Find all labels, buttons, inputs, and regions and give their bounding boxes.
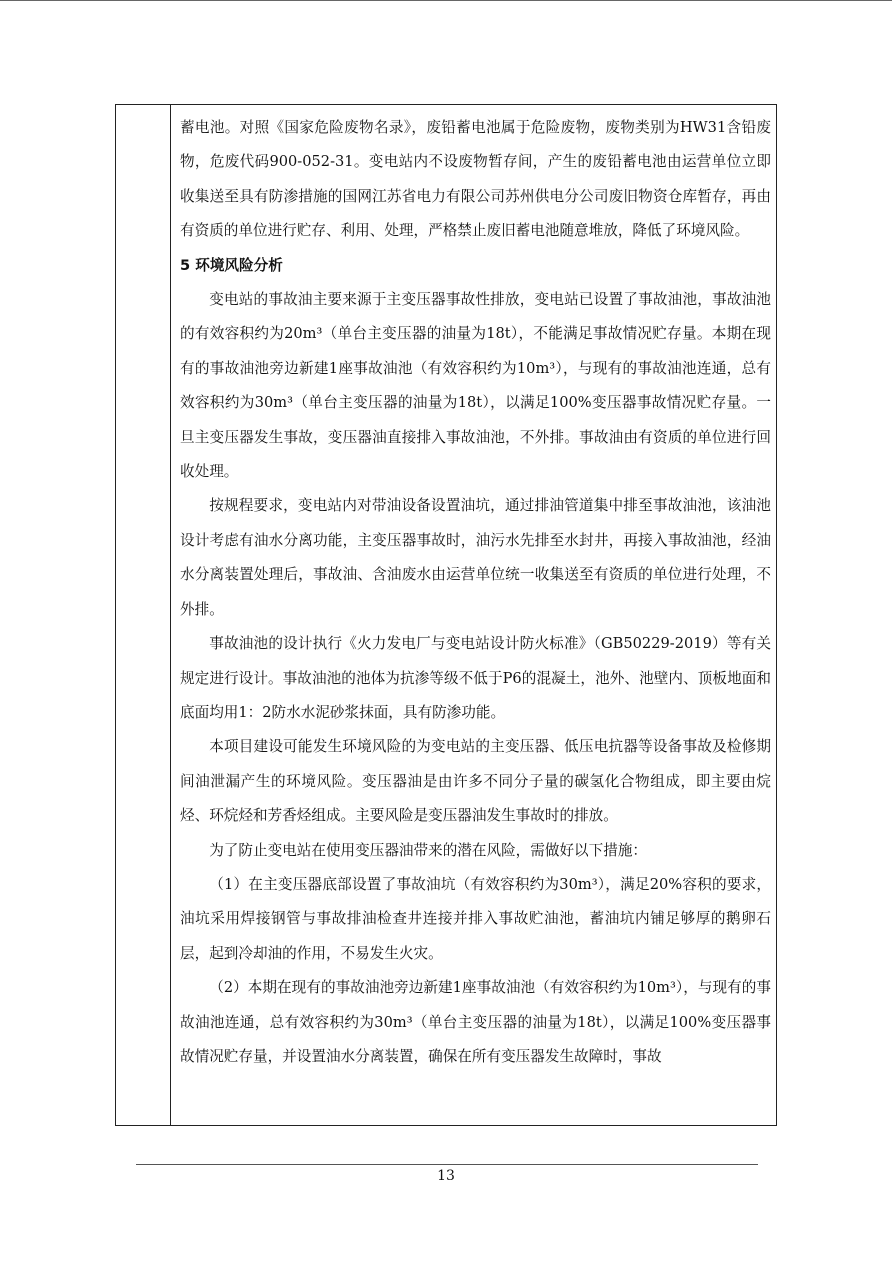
page-number: 13 [437, 1168, 455, 1184]
section-heading-environmental-risk: 5 环境风险分析 [180, 256, 283, 274]
paragraph-oil-pit-regulation: 按规程要求，变电站内对带油设备设置油坑，通过排油管道集中排至事故油池，该油池设计考虑有油水分离功能，主变压器事故时，油污水先排至水封井，再接入事故油池，经油水分离装置处理后，事故油、含油废水由运营单位统一收集送至有资质的单位进行处理，不外排。 [180, 497, 771, 618]
page-top-border [0, 0, 892, 1]
paragraph-measures-intro: 为了防止变电站在使用变压器油带来的潜在风险，需做好以下措施： [209, 841, 648, 859]
footer-rule [136, 1164, 758, 1165]
table-column-divider [170, 104, 171, 1126]
document-body [180, 111, 771, 1074]
paragraph-continuation: 蓄电池。对照《国家危险废物名录》，废铅蓄电池属于危险废物，废物类别为HW31含铅废物，危废代码900-052-31。变电站内不设废物暂存间，产生的废铅蓄电池由运营单位立即收集送至具有防渗措施的国网江苏省电力有限公司苏州供电分公司废旧物资仓库暂存，再由有资质的单位进行贮存、利用、处理，严格禁止废旧蓄电池随意堆放，降低了环境风险。 [180, 119, 771, 240]
paragraph-measure-1: （1）在主变压器底部设置了事故油坑（有效容积约为30m³），满足20%容积的要求，油坑采用焊接钢管与事故排油检查井连接并排入事故贮油池，蓄油坑内铺足够厚的鹅卵石层，起到冷却油的作用，不易发生火灾。 [180, 875, 771, 962]
paragraph-risk-sources: 本项目建设可能发生环境风险的为变电站的主变压器、低压电抗器等设备事故及检修期间油泄漏产生的环境风险。变压器油是由许多不同分子量的碳氢化合物组成，即主要由烷烃、环烷烃和芳香烃组成。主要风险是变压器油发生事故时的排放。 [180, 738, 771, 825]
paragraph-measure-2: （2）本期在现有的事故油池旁边新建1座事故油池（有效容积约为10m³），与现有的事故油池连通，总有效容积约为30m³（单台主变压器的油量为18t），以满足100%变压器事故情况贮存量，并设置油水分离装置，确保在所有变压器发生故障时，事故 [180, 979, 771, 1065]
paragraph-accident-oil-source: 变电站的事故油主要来源于主变压器事故性排放，变电站已设置了事故油池，事故油池的有效容积约为20m³（单台主变压器的油量为18t），不能满足事故情况贮存量。本期在现有的事故油池旁边新建1座事故油池（有效容积约为10m³），与现有的事故油池连通，总有效容积约为30m³（单台主变压器的油量为18t），以满足100%变压器事故情况贮存量。一旦主变压器发生事故，变压器油直接排入事故油池，不外排。事故油由有资质的单位进行回收处理。 [180, 291, 771, 481]
paragraph-oil-pool-design: 事故油池的设计执行《火力发电厂与变电站设计防火标准》（GB50229-2019）等有关规定进行设计。事故油池的池体为抗渗等级不低于P6的混凝土，池外、池壁内、顶板地面和底面均用1：2防水水泥砂浆抹面，具有防渗功能。 [180, 635, 771, 721]
